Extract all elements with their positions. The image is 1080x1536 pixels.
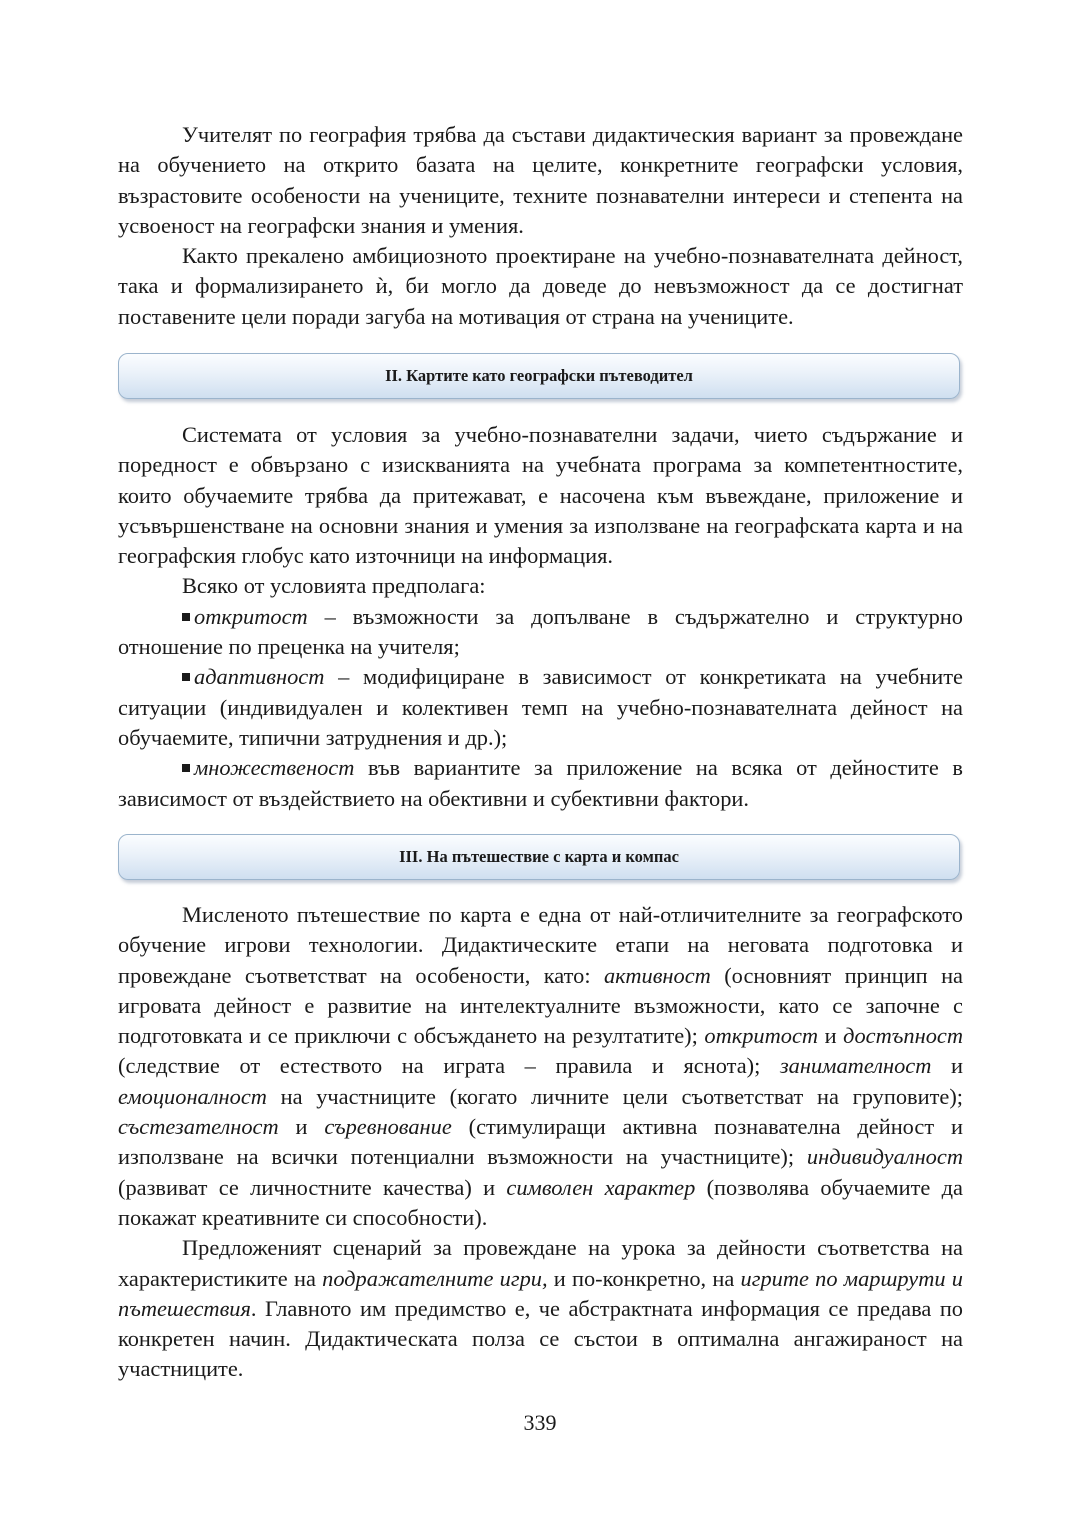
- bullet-item: [118, 662, 963, 753]
- italic-term: подражателните игри,: [322, 1265, 548, 1291]
- bullet-text: – възможности за допълване в съдържателно и структурно отношение по преценка на учителя;: [118, 603, 963, 660]
- text-run: и по-конкретно, на: [547, 1265, 741, 1291]
- section-2-block: [118, 420, 963, 814]
- text-run: Предложеният сценарий за провеждане на урока за дейности съответства на характеристиките на: [118, 1235, 963, 1291]
- italic-term: игрите по маршрути и пътешествия: [118, 1265, 964, 1321]
- page-number: 339: [523, 1410, 557, 1435]
- bullet-square-icon: [182, 613, 190, 621]
- text-run: и: [278, 1114, 325, 1140]
- section-2-heading: II. Картите като географски пътеводител: [118, 353, 960, 399]
- italic-term: състезателност: [118, 1114, 279, 1140]
- intro-paragraph-1: Учителят по география трябва да състави дидактическия вариант за провеждане на обучението на открито базата на целите, конкретните географски условия, възрастовите особености на учениците, техните познавателни интереси и степента на усвоеност на географски знания и умения.: [118, 122, 963, 238]
- text-run: и: [931, 1053, 963, 1079]
- italic-term: символен характер: [506, 1174, 696, 1200]
- bullet-term: множественост: [194, 755, 355, 781]
- section-3-heading: III. На пътешествие с карта и компас: [118, 834, 960, 880]
- section-3-block: [118, 900, 963, 1385]
- section-3-paragraph-2: [118, 1233, 963, 1384]
- section-2-paragraph-1: Системата от условия за учебно-познавателни задачи, чието съдържание и поредност е обвързано с изискванията на учебната програма за компетентностите, които обучаемите трябва да притежават, е насочена към въвеждане, приложение и усъвършенстване на основни знания и умения за използване на географската карта и на географския глобус като източници на информация.: [118, 422, 963, 569]
- italic-term: съревнование: [324, 1114, 452, 1140]
- text-run: (основният принцип на игровата дейност е развитие на интелектуалните възможности, като се започне с подготовката и се приключи с обсъждането на резултатите);: [118, 962, 963, 1049]
- italic-term: индивидуалност: [806, 1144, 963, 1170]
- section-2-paragraph-2: Всяко от условията предполага:: [182, 573, 486, 599]
- bullet-text: – модифициране в зависимост от конкретиката на учебните ситуации (индивидуален и колективен темп на учебно-познавателната дейност на обучаемите, типични затруднения и др.);: [118, 664, 963, 750]
- italic-term: достъпност: [843, 1023, 963, 1049]
- text-run: (следствие от естеството на играта – правила и яснота);: [118, 1053, 780, 1079]
- intro-block: [118, 120, 963, 332]
- text-run: и: [818, 1023, 844, 1049]
- text-run: . Главното им предимство е, че абстрактната информация се предава по конкретен начин. Дидактическата полза се състои в оптимална ангажираност на участниците.: [118, 1295, 963, 1382]
- text-run: (стимулиращи активна познавателна дейност и използване на всички потенциални възможности на участниците);: [118, 1114, 963, 1170]
- text-run: (позволява обучаемите да покажат креативните си способности).: [118, 1174, 963, 1230]
- text-run: на участниците (когато личните цели съответстват на груповите);: [266, 1083, 963, 1109]
- bullet-item: [118, 753, 963, 814]
- text-run: (развиват се личностните качества) и: [118, 1174, 507, 1200]
- bullet-square-icon: [182, 764, 190, 772]
- bullet-term: адаптивност: [194, 664, 325, 690]
- bullet-item: [118, 602, 963, 663]
- text-run: Мисленото пътешествие по карта е една от най-отличителните за географското обучение игрови технологии. Дидактическите етапи на неговата подготовка и провеждане съответстват на особености, като:: [118, 902, 963, 988]
- bullet-square-icon: [182, 673, 190, 681]
- italic-term: откритост: [704, 1023, 819, 1049]
- italic-term: активност: [603, 962, 711, 988]
- italic-term: емоционалност: [118, 1083, 267, 1109]
- bullet-text: във вариантите за приложение на всяка от дейностите в зависимост от въздействието на обективни и субективни фактори.: [118, 755, 963, 811]
- bullet-term: откритост: [194, 603, 308, 629]
- section-3-paragraph-1: [118, 900, 963, 1233]
- italic-term: занимателност: [779, 1053, 932, 1079]
- intro-paragraph-2: Както прекалено амбициозното проектиране на учебно-познавателната дейност, така и формализирането ѝ, би могло да доведе до невъзможност да се достигнат поставените цели поради загуба на мотивация от страна на учениците.: [118, 243, 963, 329]
